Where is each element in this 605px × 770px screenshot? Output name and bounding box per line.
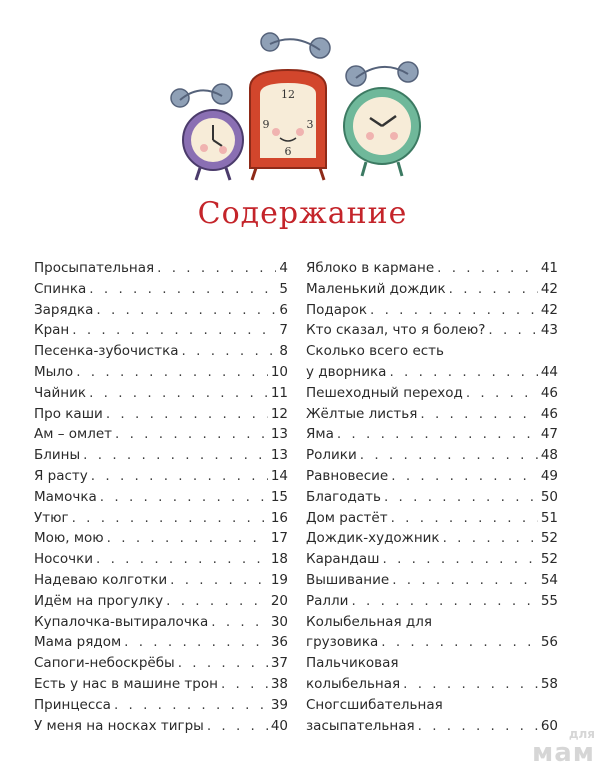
toc-entry-title: Карандаш (306, 551, 380, 568)
toc-entry-title: Принцесса (34, 696, 111, 713)
toc-entry (34, 528, 288, 549)
toc-page-number: 58 (540, 675, 558, 692)
toc-page-number: 16 (270, 509, 288, 526)
toc-entry (306, 653, 558, 674)
toc-entry-title: Вышивание (306, 571, 390, 588)
toc-entry (34, 404, 288, 425)
toc-leader-dots (207, 716, 268, 737)
toc-entry (306, 341, 558, 362)
toc-entry-title: Благодать (306, 488, 381, 505)
toc-entry (306, 508, 558, 529)
toc-page-number: 7 (279, 322, 288, 339)
toc-page-number: 41 (540, 260, 558, 276)
toc-entry (34, 466, 288, 487)
toc-entry-title: Спинка (34, 280, 87, 297)
toc-entry (34, 632, 288, 653)
toc-entry (306, 300, 558, 321)
toc-entry (34, 487, 288, 508)
toc-entry-title: грузовика (306, 634, 379, 651)
toc-entry-title: Песенка-зубочистка (34, 343, 179, 360)
toc-page-number: 18 (270, 551, 288, 568)
toc-entry (306, 612, 558, 633)
toc-entry-title: Сколько всего есть (306, 343, 445, 360)
toc-leader-dots (115, 424, 268, 445)
toc-entry-title: Купалочка-вытиралочка (34, 613, 209, 630)
toc-page-number: 11 (270, 384, 288, 401)
toc-entry-title: колыбельная (306, 675, 401, 692)
alarm-clock-red-icon (250, 33, 330, 180)
toc-entry-title: Мамочка (34, 488, 97, 505)
watermark-line-1: для (568, 727, 595, 741)
page-title: Содержание (197, 196, 408, 231)
alarm-clocks-illustration (160, 28, 450, 188)
toc-entry-title: Надеваю колготки (34, 571, 168, 588)
toc-page-number: 14 (270, 467, 288, 484)
toc-page-number: 10 (270, 363, 288, 380)
toc-leader-dots (170, 570, 268, 591)
toc-leader-dots (76, 362, 268, 383)
toc-entry-title: Есть у нас в машине трон (34, 675, 218, 692)
toc-leader-dots (107, 528, 268, 549)
toc-leader-dots (72, 508, 268, 529)
toc-page-number: 17 (270, 530, 288, 547)
toc-leader-dots (178, 653, 268, 674)
toc-entry-title: Маленький дождик (306, 280, 446, 297)
toc-entry-title: Ралли (306, 592, 349, 609)
toc-page-number: 47 (540, 426, 558, 443)
toc-entry-title: Ролики (306, 447, 357, 464)
toc-page-number: 50 (540, 488, 558, 505)
toc-leader-dots (83, 445, 268, 466)
toc-entry (306, 279, 558, 300)
toc-leader-dots (124, 632, 268, 653)
toc-page-number: 19 (270, 571, 288, 588)
toc-page-number: 13 (270, 426, 288, 443)
toc-entry-title: Равновесие (306, 467, 389, 484)
toc-entry (306, 383, 558, 404)
svg-text:12: 12 (281, 88, 295, 101)
toc-leader-dots (381, 632, 538, 653)
toc-leader-dots (466, 383, 538, 404)
toc-entry-title: Кран (34, 322, 70, 339)
toc-entry (34, 508, 288, 529)
toc-leader-dots (106, 404, 268, 425)
toc-entry (34, 320, 288, 341)
alarm-clock-purple-icon (171, 84, 243, 180)
toc-entry (34, 300, 288, 321)
toc-entry-title: Просыпательная (34, 260, 155, 276)
toc-entry-title: Сногсшибательная (306, 696, 443, 713)
toc-page-number: 52 (540, 530, 558, 547)
toc-leader-dots (89, 383, 268, 404)
toc-entry (34, 674, 288, 695)
toc-page-number: 51 (540, 509, 558, 526)
toc-entry (306, 528, 558, 549)
toc-page-number: 60 (540, 717, 558, 734)
toc-entry (306, 591, 558, 612)
toc-entry-title: Мама рядом (34, 634, 122, 651)
toc-entry-title: Кто сказал, что я болею? (306, 322, 486, 339)
toc-entry (306, 445, 558, 466)
toc-leader-dots (370, 300, 538, 321)
toc-leader-dots (89, 279, 276, 300)
toc-entry (34, 279, 288, 300)
toc-page-number: 44 (540, 363, 558, 380)
toc-page-number: 13 (270, 447, 288, 464)
toc-entry-title: Утюг (34, 509, 69, 526)
toc-page-number: 39 (270, 696, 288, 713)
toc-leader-dots (211, 612, 268, 633)
toc-page-number: 38 (270, 675, 288, 692)
toc-page-number: 40 (270, 717, 288, 734)
toc-leader-dots (383, 549, 538, 570)
toc-leader-dots (96, 300, 276, 321)
toc-leader-dots (360, 445, 538, 466)
toc-entry (306, 424, 558, 445)
toc-entry-title: Пальчиковая (306, 655, 399, 672)
toc-entry (306, 632, 558, 653)
toc-entry-title: Я расту (34, 467, 88, 484)
toc-leader-dots (488, 320, 537, 341)
toc-entry (34, 716, 288, 737)
toc-entry-title: Яблоко в кармане (306, 260, 435, 276)
svg-text:6: 6 (284, 145, 292, 158)
toc-entry (34, 549, 288, 570)
toc-entry (34, 653, 288, 674)
toc-entry-title: Блины (34, 447, 81, 464)
toc-leader-dots (392, 570, 538, 591)
toc-entry (306, 549, 558, 570)
toc-leader-dots (100, 487, 268, 508)
toc-entry (34, 695, 288, 716)
toc-page-number: 37 (270, 655, 288, 672)
toc-entry-title: Ам – омлет (34, 426, 112, 443)
toc-entry-title: Дождик-художник (306, 530, 440, 547)
toc-entry (306, 716, 558, 737)
toc-entry (34, 341, 288, 362)
toc-page-number: 46 (540, 405, 558, 422)
svg-text:3: 3 (306, 118, 314, 131)
toc-entry-title: Про каши (34, 405, 103, 422)
toc-page-number: 8 (279, 343, 288, 360)
toc-entry-title: У меня на носках тигры (34, 717, 204, 734)
toc-leader-dots (389, 362, 537, 383)
toc-leader-dots (182, 341, 277, 362)
toc-entry-title: Носочки (34, 551, 93, 568)
watermark (532, 728, 595, 766)
toc-leader-dots (221, 674, 268, 695)
toc-page-number: 54 (540, 571, 558, 588)
toc-page-number: 48 (540, 447, 558, 464)
toc-entry (34, 362, 288, 383)
toc-page-number: 12 (270, 405, 288, 422)
toc-page-number: 43 (540, 322, 558, 339)
toc-leader-dots (337, 424, 538, 445)
toc-entry (306, 487, 558, 508)
toc-entry (306, 362, 558, 383)
toc-entry (34, 612, 288, 633)
toc-leader-dots (420, 404, 537, 425)
toc-entry-title: Идём на прогулку (34, 592, 164, 609)
toc-leader-dots (443, 528, 538, 549)
toc-entry-title: Зарядка (34, 301, 94, 318)
toc-leader-dots (351, 591, 537, 612)
toc-entry-title: Мою, мою (34, 530, 104, 547)
toc-entry (34, 258, 288, 279)
watermark-line-2: мам (531, 738, 595, 768)
toc-entry-title: Яма (306, 426, 334, 443)
toc-entry (34, 445, 288, 466)
toc-entry (306, 466, 558, 487)
toc-leader-dots (91, 466, 268, 487)
toc-leader-dots (418, 716, 538, 737)
toc-entry (306, 404, 558, 425)
toc-entry (306, 258, 558, 279)
toc-page-number: 49 (540, 467, 558, 484)
toc-entry (306, 695, 558, 716)
toc-page-number: 5 (279, 280, 288, 297)
toc-leader-dots (166, 591, 268, 612)
toc-page-number: 36 (270, 634, 288, 651)
alarm-clock-green-icon (344, 62, 420, 176)
toc-page-number: 56 (540, 634, 558, 651)
toc-entry (34, 424, 288, 445)
toc-entry-title: Колыбельная для (306, 613, 432, 630)
toc-page-number: 55 (540, 592, 558, 609)
toc-entry-title: Чайник (34, 384, 87, 401)
toc-entry-title: Пешеходный переход (306, 384, 463, 401)
toc-entry (306, 320, 558, 341)
toc-leader-dots (96, 549, 268, 570)
toc-page-number: 20 (270, 592, 288, 609)
toc-leader-dots (391, 466, 538, 487)
toc-leader-dots (114, 695, 268, 716)
toc-entry-title: засыпательная (306, 717, 415, 734)
toc-entry-title: Жёлтые листья (306, 405, 418, 422)
toc-entry-title: Подарок (306, 301, 368, 318)
toc-entry (34, 383, 288, 404)
toc-leader-dots (384, 487, 538, 508)
toc-page-number: 52 (540, 551, 558, 568)
toc-entry-title: Дом растёт (306, 509, 388, 526)
toc-leader-dots (437, 258, 538, 279)
toc-right-column (306, 258, 558, 736)
toc-page-number: 15 (270, 488, 288, 505)
svg-text:9: 9 (262, 118, 270, 131)
toc-entry-title: Сапоги-небоскрёбы (34, 655, 175, 672)
toc-entry (34, 570, 288, 591)
toc-entry (306, 570, 558, 591)
toc-entry (306, 674, 558, 695)
toc-leader-dots (72, 320, 276, 341)
toc-entry-title: Мыло (34, 363, 74, 380)
toc-entry (34, 591, 288, 612)
toc-leader-dots (449, 279, 538, 300)
toc-entry-title: у дворника (306, 363, 387, 380)
toc-page-number: 30 (270, 613, 288, 630)
toc-page-number: 42 (540, 280, 558, 297)
toc-page-number: 6 (279, 301, 288, 318)
toc-page-number: 42 (540, 301, 558, 318)
toc-left-column (34, 258, 288, 736)
toc-page-number: 46 (540, 384, 558, 401)
toc-leader-dots (403, 674, 538, 695)
toc-leader-dots (391, 508, 538, 529)
toc-page-number: 4 (279, 260, 288, 276)
toc-leader-dots (157, 258, 276, 279)
